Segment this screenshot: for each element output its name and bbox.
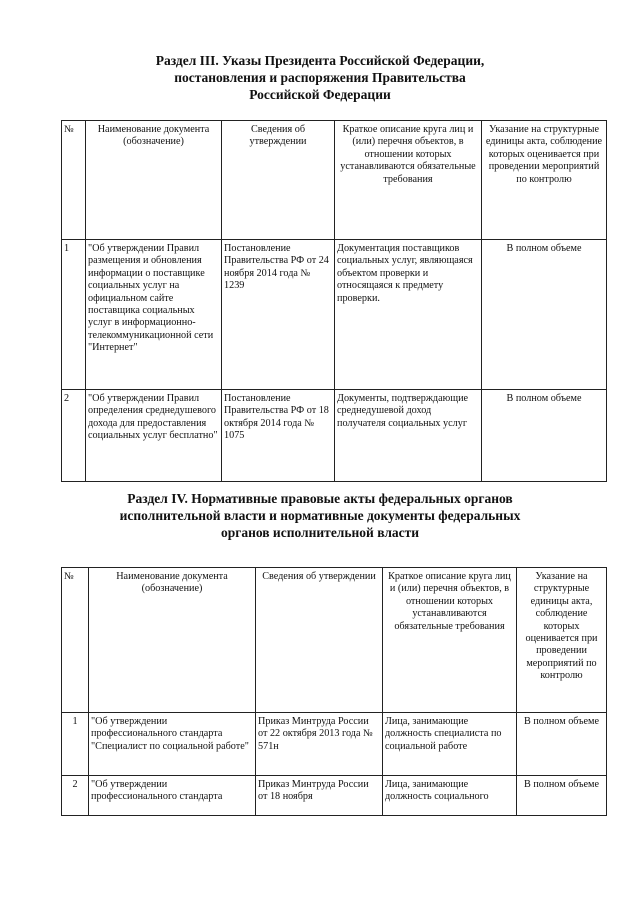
table-row — [62, 776, 607, 816]
section-4-title-line: Раздел IV. Нормативные правовые акты федеральных органов — [127, 491, 513, 506]
cell-description: Документы, подтверждающие среднедушевой доход получателя социальных услуг — [335, 390, 482, 482]
section-3-table — [61, 120, 607, 482]
header-cell-approval: Сведения об утверждении — [256, 568, 383, 713]
header-cell-scope: Указание на структурные единицы акта, соблюдение которых оценивается при проведении мероприятий по контролю — [482, 121, 607, 240]
section-4-title-line: исполнительной власти и нормативные документы федеральных — [119, 508, 521, 523]
section-3-title-line: Российской Федерации — [249, 87, 391, 102]
cell-number: 2 — [62, 776, 89, 816]
cell-approval: Постановление Правительства РФ от 24 ноября 2014 года № 1239 — [222, 240, 335, 390]
header-cell-name: Наименование документа (обозначение) — [86, 121, 222, 240]
cell-scope: В полном объеме — [482, 240, 607, 390]
header-cell-number: № — [62, 121, 86, 240]
cell-description: Лица, занимающие должность социального — [383, 776, 517, 816]
section-4-title-line: органов исполнительной власти — [220, 525, 420, 540]
cell-scope: В полном объеме — [517, 713, 607, 776]
table-row — [62, 240, 607, 390]
table-header-row — [62, 121, 607, 240]
cell-number: 1 — [62, 713, 89, 776]
cell-number: 2 — [62, 390, 86, 482]
header-cell-approval: Сведения об утверждении — [222, 121, 335, 240]
cell-approval: Приказ Минтруда России от 22 октября 2013 года № 571н — [256, 713, 383, 776]
table-row — [62, 713, 607, 776]
cell-document-name: "Об утверждении Правил определения среднедушевого дохода для предоставления социальных услуг бесплатно" — [86, 390, 222, 482]
cell-description: Лица, занимающие должность специалиста по социальной работе — [383, 713, 517, 776]
cell-approval: Постановление Правительства РФ от 18 октября 2014 года № 1075 — [222, 390, 335, 482]
section-3-title — [0, 52, 640, 103]
cell-description: Документация поставщиков социальных услуг, являющаяся объектом проверки и относящаяся к предмету проверки. — [335, 240, 482, 390]
table-row — [62, 390, 607, 482]
section-3-title-line: постановления и распоряжения Правительства — [174, 70, 466, 85]
section-4-table — [61, 567, 607, 816]
section-3-title-line: Раздел III. Указы Президента Российской Федерации, — [155, 53, 485, 68]
cell-scope: В полном объеме — [517, 776, 607, 816]
header-cell-description: Краткое описание круга лиц и (или) перечня объектов, в отношении которых устанавливаются обязательные требования — [383, 568, 517, 713]
cell-document-name: "Об утверждении Правил размещения и обновления информации о поставщике социальных услуг на официальном сайте поставщика социальных услуг в информационно-телекоммуникационной сети "Интернет" — [86, 240, 222, 390]
header-cell-scope: Указание на структурные единицы акта, соблюдение которых оценивается при проведении мероприятий по контролю — [517, 568, 607, 713]
cell-scope: В полном объеме — [482, 390, 607, 482]
cell-document-name: "Об утверждении профессионального стандарта "Специалист по социальной работе" — [89, 713, 256, 776]
header-cell-name: Наименование документа (обозначение) — [89, 568, 256, 713]
table-header-row — [62, 568, 607, 713]
section-4-title — [0, 490, 640, 541]
header-cell-description: Краткое описание круга лиц и (или) перечня объектов, в отношении которых устанавливаются обязательные требования — [335, 121, 482, 240]
cell-approval: Приказ Минтруда России от 18 ноября — [256, 776, 383, 816]
header-cell-number: № — [62, 568, 89, 713]
cell-document-name: "Об утверждении профессионального стандарта — [89, 776, 256, 816]
cell-number: 1 — [62, 240, 86, 390]
